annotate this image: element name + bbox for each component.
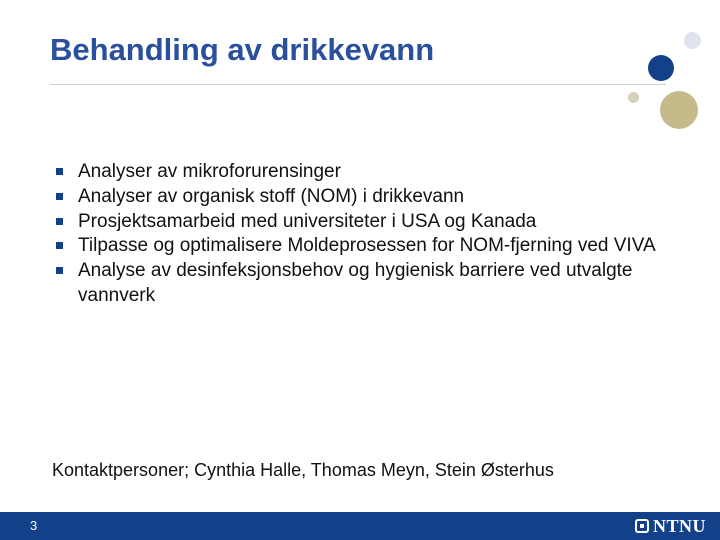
footer-bar xyxy=(0,512,720,540)
decorative-dot-light xyxy=(684,32,701,49)
bullet-text: Analyser av organisk stoff (NOM) i drikkevann xyxy=(78,185,465,207)
decorative-dot-tan xyxy=(660,91,698,129)
bullet-marker xyxy=(56,168,63,175)
decorative-dot-navy xyxy=(648,55,674,81)
title-divider xyxy=(50,84,666,85)
page-number: 3 xyxy=(30,518,38,533)
bullet-text: Analyse av desinfeksjonsbehov og hygienisk barriere ved utvalgte vannverk xyxy=(78,260,633,306)
bullet-text: Analyser av mikroforurensinger xyxy=(78,161,341,182)
decorative-dot-small xyxy=(628,92,639,103)
bullet-marker xyxy=(56,218,63,225)
contact-persons: Kontaktpersoner; Cynthia Halle, Thomas Meyn, Stein Østerhus xyxy=(52,460,554,480)
ntnu-logo-icon xyxy=(635,519,649,533)
bullet-text: Prosjektsamarbeid med universiteter i USA og Kanada xyxy=(78,210,537,232)
bullet-marker xyxy=(56,267,63,274)
bullet-item xyxy=(56,185,656,210)
bullet-item xyxy=(56,160,656,185)
bullet-item xyxy=(56,259,656,309)
ntnu-logo xyxy=(635,516,706,536)
ntnu-logo-text: NTNU xyxy=(652,515,706,536)
bullet-text: Tilpasse og optimalisere Moldeprosessen for NOM-fjerning ved VIVA xyxy=(78,235,656,257)
bullet-item xyxy=(56,210,656,235)
bullet-list xyxy=(56,160,656,309)
bullet-item xyxy=(56,234,656,259)
bullet-marker xyxy=(56,242,63,249)
bullet-marker xyxy=(56,193,63,200)
slide-title: Behandling av drikkevann xyxy=(50,32,435,67)
